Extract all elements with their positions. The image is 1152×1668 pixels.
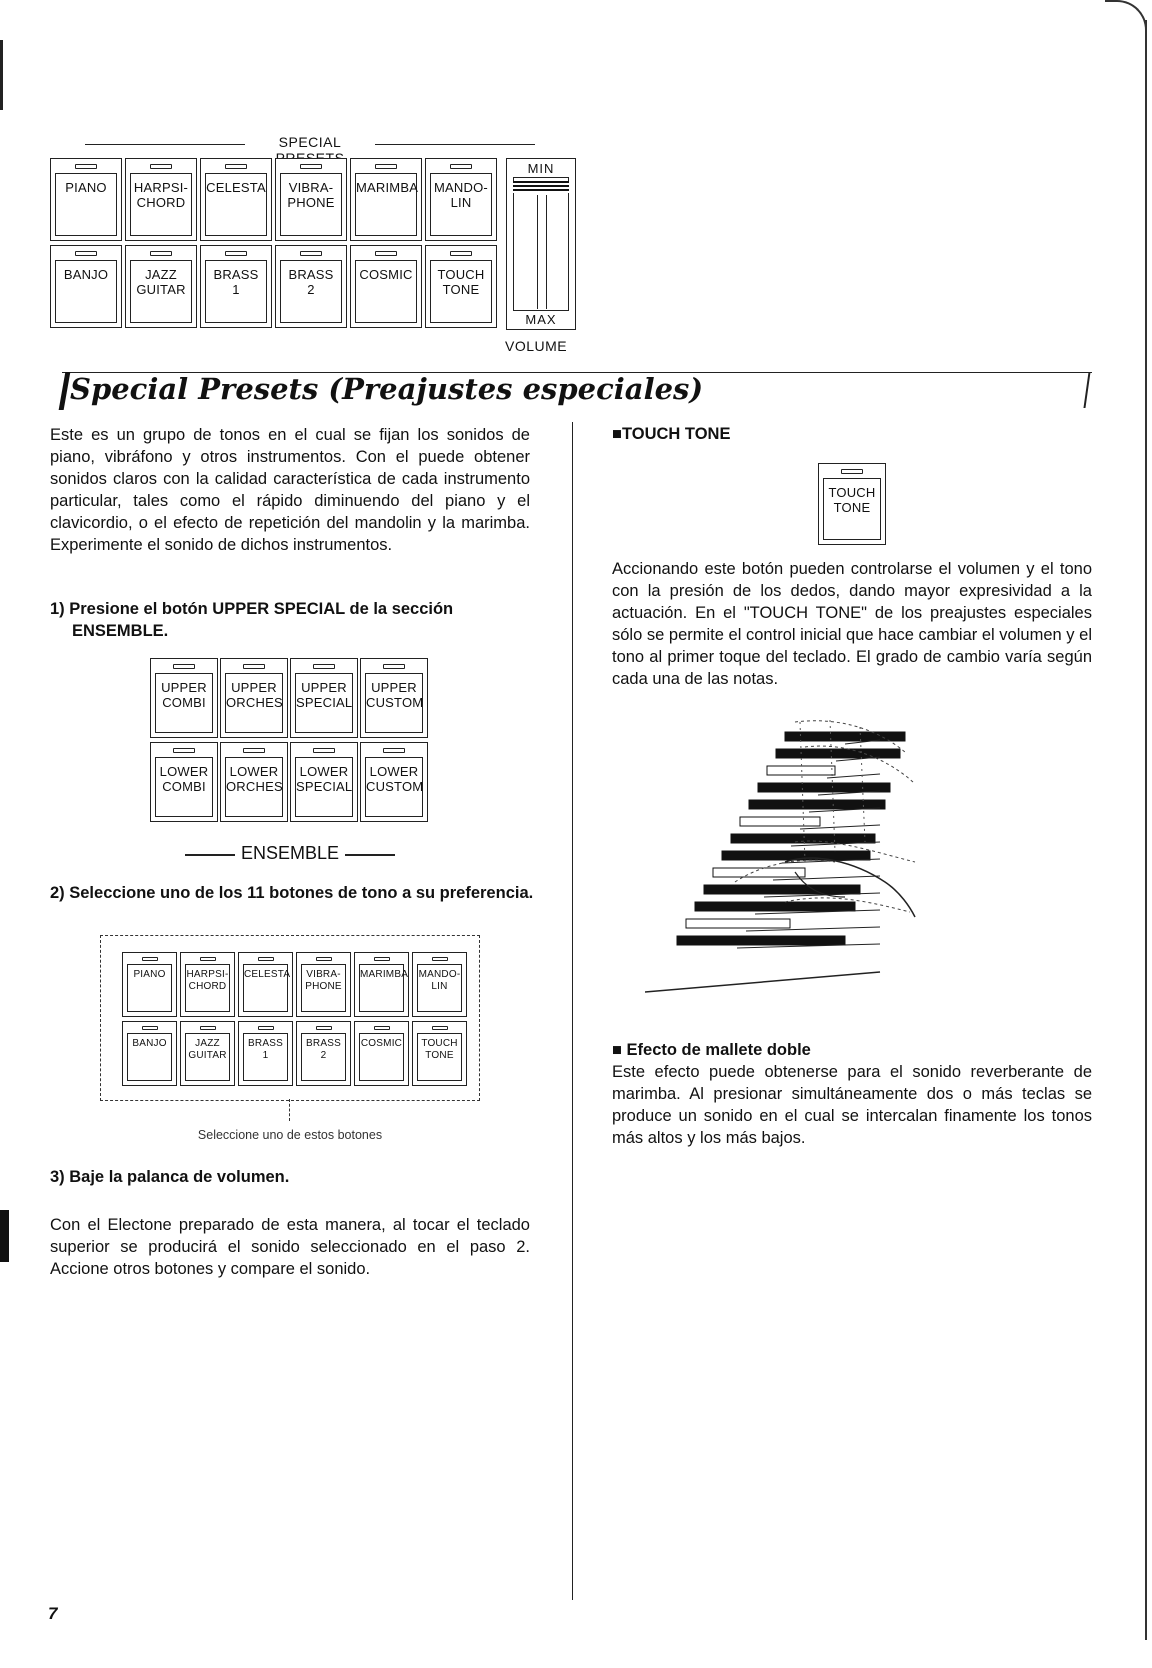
preset-label: HARPSI- CHORD xyxy=(130,173,192,236)
select-preset-led xyxy=(374,957,390,961)
preset-label: PIANO xyxy=(55,173,117,236)
ensemble-button[interactable] xyxy=(290,742,358,822)
touch-tone-heading: ■TOUCH TONE xyxy=(612,425,731,443)
select-preset-label: COSMIC xyxy=(359,1033,404,1081)
select-preset-label: JAZZ GUITAR xyxy=(185,1033,230,1081)
select-preset-button[interactable] xyxy=(180,952,235,1017)
ensemble-label: UPPER COMBI xyxy=(155,673,213,733)
ensemble-label: LOWER CUSTOM xyxy=(365,757,423,817)
select-preset-button[interactable] xyxy=(238,1021,293,1086)
preset-label: VIBRA- PHONE xyxy=(280,173,342,236)
select-preset-label: PIANO xyxy=(127,964,172,1012)
ensemble-label: LOWER SPECIAL xyxy=(295,757,353,817)
intro-paragraph: Este es un grupo de tonos en el cual se fijan los sonidos de piano, vibráfono y otros instrumentos. Con el puede obtener sonidos claros con la calidad característica de cada instrumento particular, tales como el rápido diminuendo del piano y el clavicordio, o el efecto de repetición del mandolin y la marimba. Experimente el sonido de dichos instrumentos. xyxy=(50,426,530,554)
ensemble-button[interactable] xyxy=(220,742,288,822)
select-preset-led xyxy=(142,1026,158,1030)
page-number: 7 xyxy=(48,1604,58,1623)
selection-pointer xyxy=(289,1099,291,1121)
preset-button[interactable] xyxy=(350,158,422,241)
volume-max-label: MAX xyxy=(525,312,557,327)
ensemble-led xyxy=(383,664,405,669)
select-preset-led xyxy=(142,957,158,961)
page-corner xyxy=(1105,0,1147,30)
ensemble-label: UPPER CUSTOM xyxy=(365,673,423,733)
ensemble-caption xyxy=(185,843,395,863)
ensemble-button[interactable] xyxy=(360,658,428,738)
right-edge-line xyxy=(1145,20,1147,1640)
special-presets-panel xyxy=(50,158,578,332)
touch-tone-paragraph: Accionando este botón pueden controlarse el volumen y el tono con la presión de los dedos, dando mayor expresividad a la actuación. En el "TOUCH TONE" de los preajustes especiales sólo se permite el control inicial que hace cambiar el volumen y el tono al primer toque del teclado. El grado de cambio varía según cada una de las notas. xyxy=(612,560,1092,688)
preset-button[interactable] xyxy=(200,158,272,241)
ensemble-label: ENSEMBLE xyxy=(240,843,340,863)
ensemble-label: UPPER SPECIAL xyxy=(295,673,353,733)
keyboard-key xyxy=(695,902,855,911)
select-preset-led xyxy=(258,957,274,961)
select-preset-led xyxy=(258,1026,274,1030)
select-preset-led xyxy=(374,1026,390,1030)
select-preset-button[interactable] xyxy=(354,1021,409,1086)
touch-tone-button[interactable] xyxy=(818,463,886,545)
step-2: 2) Seleccione uno de los 11 botones de tono a su preferencia. xyxy=(50,884,534,902)
preset-led xyxy=(150,251,172,256)
volume-slider[interactable] xyxy=(506,158,576,330)
keyboard-key xyxy=(704,885,860,894)
select-preset-button[interactable] xyxy=(122,1021,177,1086)
select-preset-led xyxy=(316,1026,332,1030)
preset-label: MARIMBA xyxy=(355,173,417,236)
preset-led xyxy=(300,251,322,256)
keyboard-key xyxy=(686,919,790,928)
ensemble-led xyxy=(313,664,335,669)
preset-button[interactable] xyxy=(275,245,347,328)
preset-led xyxy=(300,164,322,169)
preset-led xyxy=(375,164,397,169)
volume-label: VOLUME xyxy=(505,338,568,354)
outro-paragraph: Con el Electone preparado de esta manera, al tocar el teclado superior se producirá el sonido seleccionado en el paso 2. Accione otros botones y compare el sonido. xyxy=(50,1216,530,1278)
preset-led xyxy=(75,251,97,256)
preset-button[interactable] xyxy=(125,158,197,241)
select-preset-button[interactable] xyxy=(354,952,409,1017)
volume-handle[interactable] xyxy=(513,181,569,193)
volume-min-label: MIN xyxy=(527,161,555,176)
keyboard-key xyxy=(758,783,890,792)
select-preset-label: TOUCH TONE xyxy=(417,1033,462,1081)
select-preset-label: VIBRA- PHONE xyxy=(301,964,346,1012)
preset-label: BANJO xyxy=(55,260,117,323)
ensemble-led xyxy=(173,748,195,753)
select-preset-label: BANJO xyxy=(127,1033,172,1081)
select-preset-button[interactable] xyxy=(412,1021,467,1086)
select-preset-button[interactable] xyxy=(238,952,293,1017)
keyboard-key xyxy=(713,868,805,877)
selection-caption: Seleccione uno de estos botones xyxy=(197,1128,383,1142)
mallet-paragraph: Este efecto puede obtenerse para el sonido reverberante de marimba. Al presionar simultáneamente dos o más teclas se produce un sonido en el cual se intercalan finamente los tonos más altos y los más bajos. xyxy=(612,1063,1092,1147)
select-preset-label: HARPSI- CHORD xyxy=(185,964,230,1012)
mallet-heading: ■ Efecto de mallete doble xyxy=(612,1041,811,1059)
preset-label: JAZZ GUITAR xyxy=(130,260,192,323)
ensemble-panel xyxy=(150,658,430,822)
ensemble-led xyxy=(173,664,195,669)
select-preset-button[interactable] xyxy=(122,952,177,1017)
preset-button[interactable] xyxy=(425,158,497,241)
touch-tone-button-label: TOUCH TONE xyxy=(823,478,881,540)
ensemble-button[interactable] xyxy=(220,658,288,738)
select-preset-button[interactable] xyxy=(180,1021,235,1086)
preset-button[interactable] xyxy=(50,158,122,241)
keyboard-key xyxy=(749,800,885,809)
ensemble-button[interactable] xyxy=(360,742,428,822)
ensemble-led xyxy=(243,748,265,753)
select-preset-led xyxy=(316,957,332,961)
select-preset-led xyxy=(200,1026,216,1030)
ensemble-button[interactable] xyxy=(150,742,218,822)
preset-button[interactable] xyxy=(350,245,422,328)
preset-button[interactable] xyxy=(125,245,197,328)
ensemble-label: UPPER ORCHES xyxy=(225,673,283,733)
select-preset-label: MANDO- LIN xyxy=(417,964,462,1012)
section-title: Special Presets (Preajustes especiales) xyxy=(70,372,704,406)
preset-button[interactable] xyxy=(50,245,122,328)
preset-button[interactable] xyxy=(425,245,497,328)
special-presets-header xyxy=(85,134,535,154)
left-edge-mark xyxy=(0,40,3,110)
preset-led xyxy=(150,164,172,169)
preset-led xyxy=(450,164,472,169)
left-edge-tab xyxy=(0,1210,9,1262)
keyboard-key xyxy=(767,766,835,775)
small-presets-panel xyxy=(122,952,472,1086)
preset-led xyxy=(75,164,97,169)
select-preset-label: BRASS 1 xyxy=(243,1033,288,1081)
preset-label: TOUCH TONE xyxy=(430,260,492,323)
select-preset-label: CELESTA xyxy=(243,964,288,1012)
preset-label: MANDO- LIN xyxy=(430,173,492,236)
preset-button[interactable] xyxy=(200,245,272,328)
title-bracket-left xyxy=(59,372,71,410)
select-preset-button[interactable] xyxy=(412,952,467,1017)
column-divider xyxy=(572,422,573,1600)
select-preset-button[interactable] xyxy=(296,952,351,1017)
preset-label: CELESTA xyxy=(205,173,267,236)
keyboard-hands-illustration xyxy=(645,712,920,1002)
ensemble-label: LOWER ORCHES xyxy=(225,757,283,817)
select-preset-button[interactable] xyxy=(296,1021,351,1086)
preset-led xyxy=(450,251,472,256)
keyboard-key xyxy=(776,749,900,758)
ensemble-led xyxy=(313,748,335,753)
volume-rod xyxy=(537,195,547,309)
ensemble-button[interactable] xyxy=(150,658,218,738)
keyboard-key xyxy=(785,732,905,741)
select-preset-label: BRASS 2 xyxy=(301,1033,346,1081)
ensemble-button[interactable] xyxy=(290,658,358,738)
preset-label: COSMIC xyxy=(355,260,417,323)
title-bracket-right xyxy=(1083,372,1090,408)
step-1: 1) Presione el botón UPPER SPECIAL de la sección ENSEMBLE. xyxy=(50,600,454,640)
select-preset-led xyxy=(432,1026,448,1030)
step-3: 3) Baje la palanca de volumen. xyxy=(50,1168,290,1186)
special-presets-label: SPECIAL xyxy=(278,134,342,150)
ensemble-label: LOWER COMBI xyxy=(155,757,213,817)
select-preset-label: MARIMBA xyxy=(359,964,404,1012)
preset-led xyxy=(375,251,397,256)
select-preset-led xyxy=(432,957,448,961)
touch-tone-led xyxy=(841,469,863,474)
preset-label: BRASS 2 xyxy=(280,260,342,323)
keyboard-key xyxy=(740,817,820,826)
preset-led xyxy=(225,164,247,169)
preset-label: BRASS 1 xyxy=(205,260,267,323)
keyboard-key xyxy=(677,936,845,945)
select-preset-led xyxy=(200,957,216,961)
ensemble-led xyxy=(243,664,265,669)
preset-led xyxy=(225,251,247,256)
ensemble-led xyxy=(383,748,405,753)
preset-button[interactable] xyxy=(275,158,347,241)
